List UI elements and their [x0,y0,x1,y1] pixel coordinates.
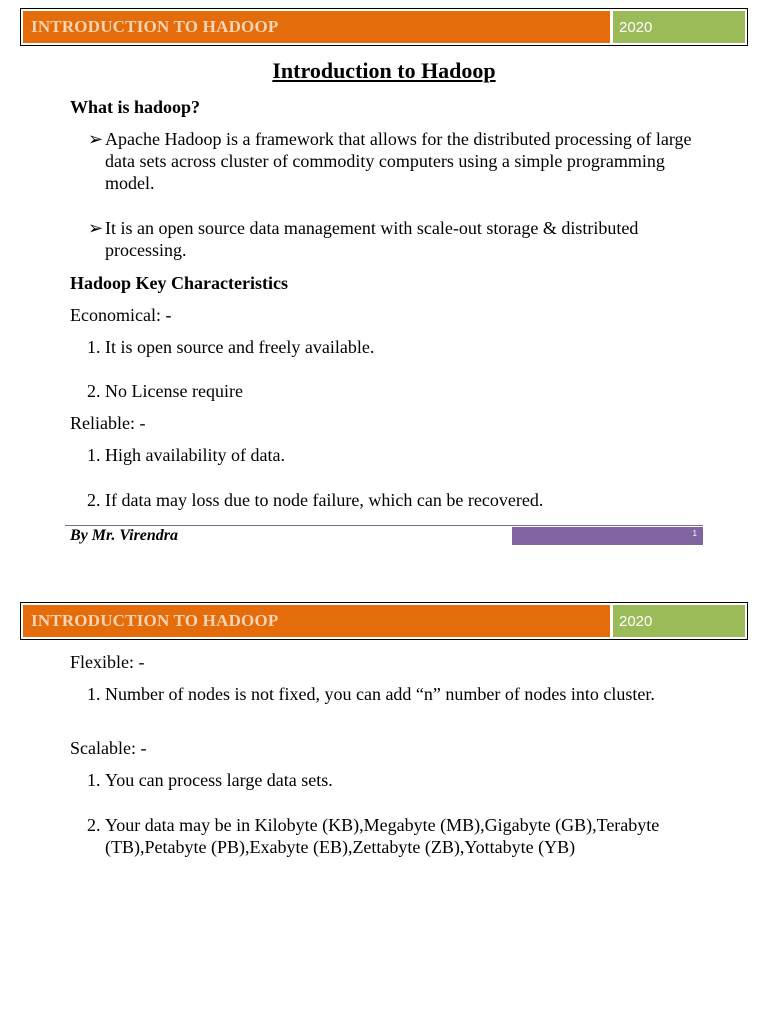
bullet-text: It is an open source data management with scale-out storage & distributed processing. [105,218,639,260]
bullet-item [88,128,705,194]
footer-author: By Mr. Virendra [70,527,179,544]
page1-header [20,8,748,46]
flexible-label: Flexible: - [70,652,145,672]
bullet-item [88,217,705,261]
list-item [87,769,695,791]
reliable-label: Reliable: - [70,413,146,433]
key-characteristics-heading: Hadoop Key Characteristics [70,273,288,293]
list-number: 1. [87,337,101,357]
header-title: INTRODUCTION TO HADOOP [23,605,610,637]
page2-header [20,602,748,640]
list-item [87,444,695,466]
arrow-bullet-icon: ➢ [88,129,104,149]
arrow-bullet-icon: ➢ [88,218,104,238]
document-title: Introduction to Hadoop [272,58,496,83]
list-number: 1. [87,445,101,465]
list-number: 1. [87,684,101,704]
economical-label: Economical: - [70,305,172,325]
list-item [87,683,665,705]
page-number-bar [512,527,703,545]
list-text: It is open source and freely available. [105,337,375,357]
header-year: 2020 [613,605,745,637]
list-text: You can process large data sets. [105,770,333,790]
list-item [87,489,695,511]
list-text: If data may loss due to node failure, which can be recovered. [105,490,544,510]
list-item [87,336,695,358]
list-text: No License require [105,381,243,401]
list-number: 2. [87,381,101,401]
scalable-label: Scalable: - [70,738,147,758]
list-text: High availability of data. [105,445,285,465]
list-number: 1. [87,770,101,790]
what-is-hadoop-heading: What is hadoop? [70,97,201,117]
page-number: 1 [692,529,697,538]
list-text: Number of nodes is not fixed, you can add “n” number of nodes into cluster. [105,684,655,704]
header-year: 2020 [613,11,745,43]
list-item [87,814,705,858]
list-item [87,380,695,402]
list-number: 2. [87,490,101,510]
list-number: 2. [87,815,101,835]
list-text: Your data may be in Kilobyte (KB),Megabyte (MB),Gigabyte (GB),Terabyte (TB),Petabyte (PB),Exabyte (EB),Zettabyte (ZB),Yottabyte (YB) [105,815,660,857]
header-title: INTRODUCTION TO HADOOP [23,11,610,43]
bullet-text: Apache Hadoop is a framework that allows for the distributed processing of large data sets across cluster of commodity computers using a simple programming model. [105,129,692,193]
